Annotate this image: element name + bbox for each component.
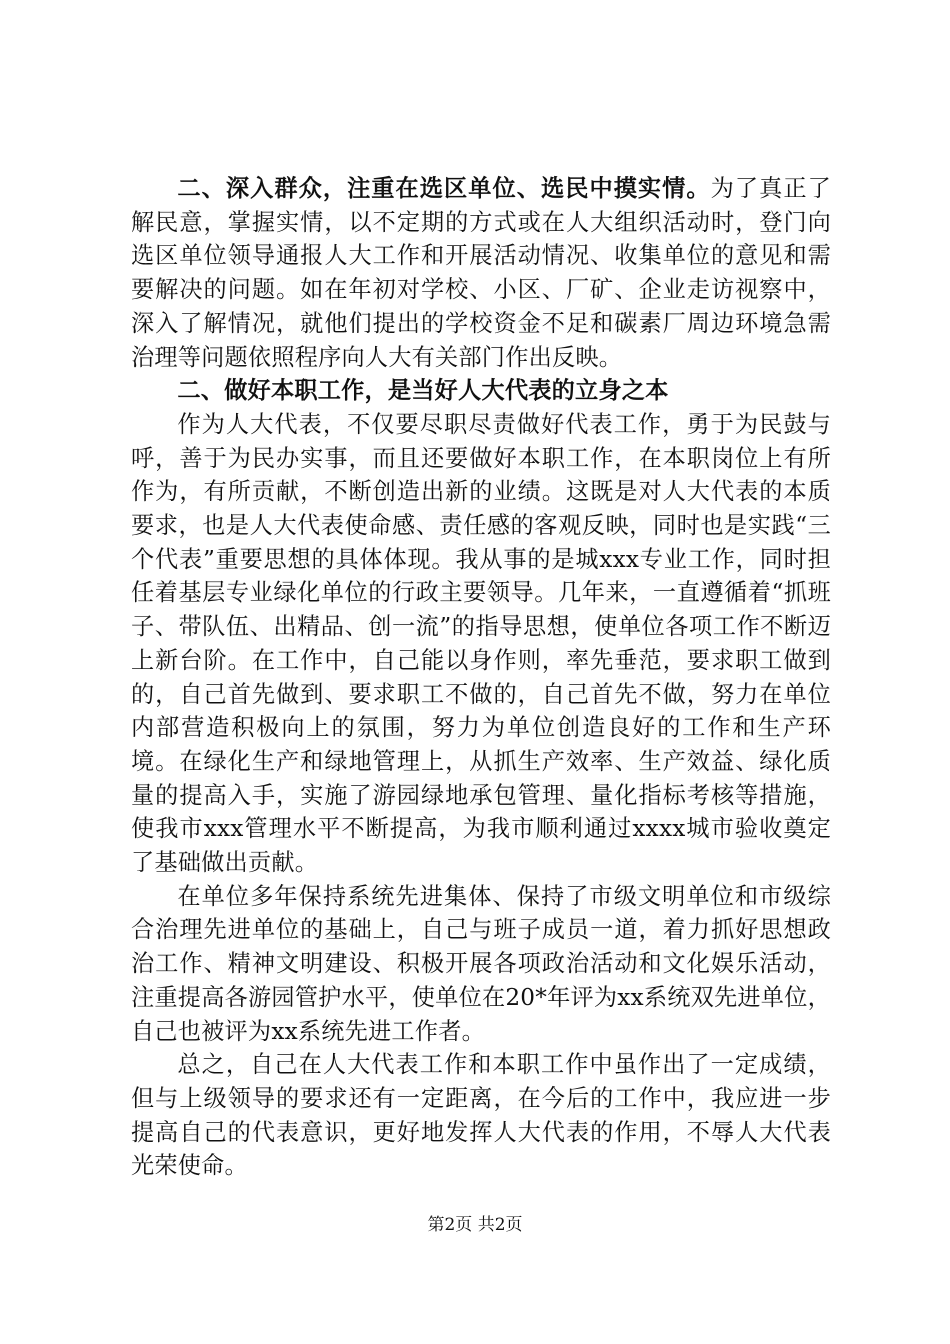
document-body xyxy=(131,172,831,1183)
paragraph-1-lead: 二、深入群众，注重在选区单位、选民中摸实情。 xyxy=(177,175,711,202)
paragraph-1-text: 为了真正了解民意，掌握实情，以不定期的方式或在人大组织活动时，登门向选区单位领导通报人大工作和开展活动情况、收集单位的意见和需要解决的问题。如在年初对学校、小区、厂矿、企业走访视察中，深入了解情况，就他们提出的学校资金不足和碳素厂周边环境急需治理等问题依照程序向人大有关部门作出反映。 xyxy=(131,175,831,371)
paragraph-3: 在单位多年保持系统先进集体、保持了市级文明单位和市级综合治理先进单位的基础上，自己与班子成员一道，着力抓好思想政治工作、精神文明建设、积极开展各项政治活动和文化娱乐活动，注重提高各游园管护水平，使单位在20*年评为xx系统双先进单位，自己也被评为xx系统先进工作者。 xyxy=(131,882,831,1045)
paragraph-2: 作为人大代表，不仅要尽职尽责做好代表工作，勇于为民鼓与呼，善于为民办实事，而且还要做好本职工作，在本职岗位上有所作为，有所贡献，不断创造出新的业绩。这既是对人大代表的本质要求，也是人大代表使命感、责任感的客观反映，同时也是实践“三个代表”重要思想的具体体现。我从事的是城xxx专业工作，同时担任着基层专业绿化单位的行政主要领导。几年来，一直遵循着“抓班子、带队伍、出精品、创一流”的指导思想，使单位各项工作不断迈上新台阶。在工作中，自己能以身作则，率先垂范，要求职工做到的，自己首先做到、要求职工不做的，自己首先不做，努力在单位内部营造积极向上的氛围，努力为单位创造良好的工作和生产环境。在绿化生产和绿地管理上，从抓生产效率、生产效益、绿化质量的提高入手，实施了游园绿地承包管理、量化指标考核等措施，使我市xxx管理水平不断提高，为我市顺利通过xxxx城市验收奠定了基础做出贡献。 xyxy=(131,410,831,877)
paragraph-1 xyxy=(131,172,831,374)
paragraph-4: 总之，自己在人大代表工作和本职工作中虽作出了一定成绩，但与上级领导的要求还有一定距离，在今后的工作中，我应进一步提高自己的代表意识，更好地发挥人大代表的作用，不辱人大代表光荣使命。 xyxy=(131,1051,831,1180)
page-number-footer: 第2页 共2页 xyxy=(427,1215,523,1235)
section-heading: 二、做好本职工作，是当好人大代表的立身之本 xyxy=(177,377,669,405)
